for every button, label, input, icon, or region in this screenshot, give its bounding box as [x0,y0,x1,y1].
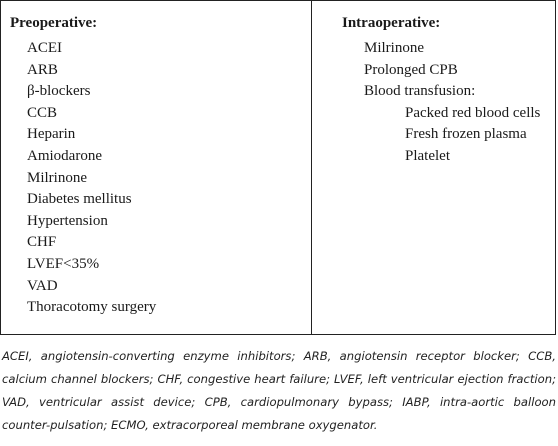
list-item: β-blockers [27,83,91,100]
list-item: Prolonged CPB [364,61,458,78]
list-item: CHF [27,234,57,251]
list-item: ARB [27,61,58,78]
preoperative-column [1,1,312,334]
preoperative-heading: Preoperative: [10,15,98,31]
list-item: LVEF<35% [27,255,100,272]
list-item: ACEI [27,40,62,56]
list-item: Diabetes mellitus [27,191,132,208]
preoperative-list [27,38,156,319]
list-item: Thoracotomy surgery [27,299,157,316]
list-item: VAD [27,277,58,294]
list-item: Milrinone [364,40,424,56]
list-item [364,81,540,167]
intraoperative-list [364,38,540,168]
list-item: Hypertension [27,212,108,229]
list-item: CCB [27,104,58,121]
blood-transfusion-label: Blood transfusion: [364,83,476,100]
list-item: Milrinone [27,169,87,186]
list-item: Platelet [405,147,450,164]
transfusion-sublist [364,103,540,168]
intraoperative-heading: Intraoperative: [342,15,441,31]
intraoperative-column [311,1,555,334]
list-item: Heparin [27,126,76,143]
list-item: Amiodarone [27,147,102,164]
list-item: Fresh frozen plasma [405,126,527,143]
list-item: Packed red blood cells [405,104,541,121]
abbreviations-footnote: ACEI, angiotensin-converting enzyme inhibitors; ARB, angiotensin receptor blocker; CCB, calcium channel blockers; CHF, congestive heart failure; LVEF, left ventricular ejection fraction; VAD, ventricular assist device; CPB, cardiopulmonary bypass; IABP, intra-aortic balloon counter-pulsation; ECMO, extracorporeal membrane oxygenator. [2,349,556,432]
